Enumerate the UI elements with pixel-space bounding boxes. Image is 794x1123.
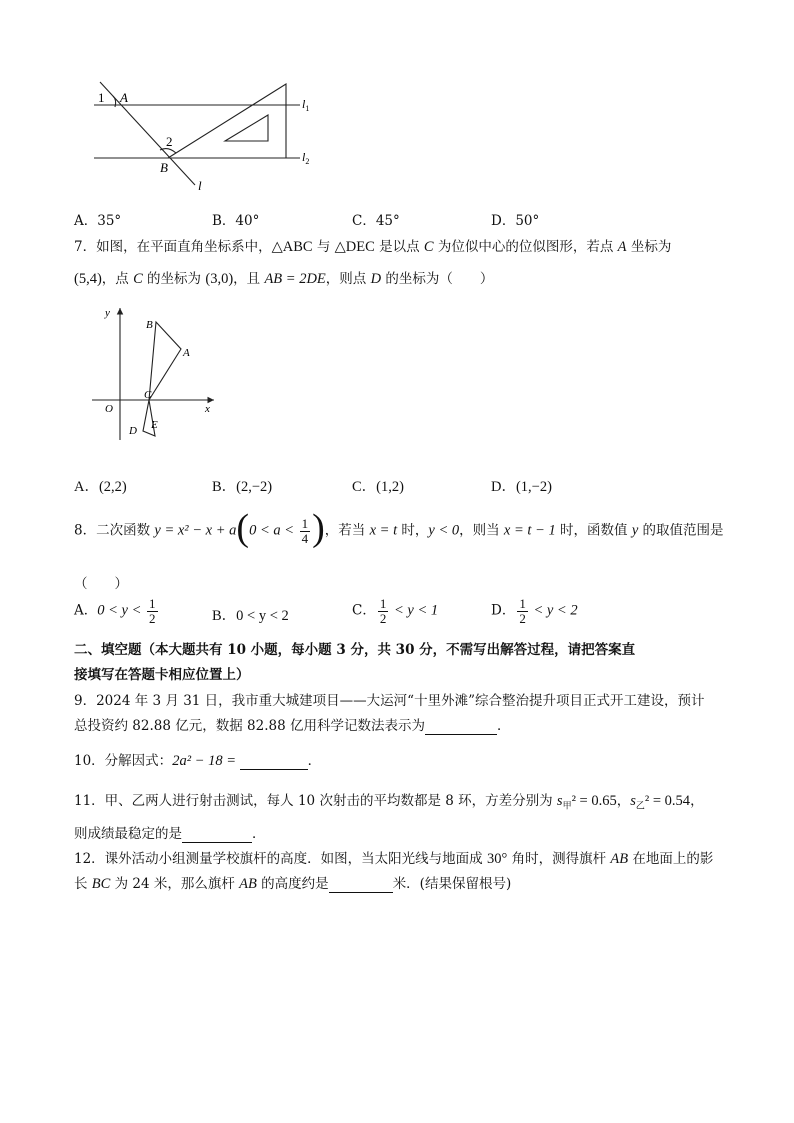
q8-answer-paren: （ ） — [74, 576, 128, 592]
fig2-label-A: A — [183, 347, 190, 359]
fig2-label-E: E — [151, 419, 158, 431]
q12-line-1: 12．课外活动小组测量学校旗杆的高度．如图，当太阳光线与地面成 30° 角时，测得旗杆 AB 在地面上的影 — [74, 851, 714, 867]
figure-coordinate-system — [88, 300, 228, 440]
q11-line-2: 则成绩最稳定的是 ． — [74, 826, 266, 842]
q7-line-2: (5,4)，点 C 的坐标为 (3,0)，且 AB = 2DE，则点 D 的坐标为（ ） — [74, 271, 494, 287]
q11-line-1: 11．甲、乙两人进行射击测试，每人 10 次射击的平均数都是 8 环，方差分别为 $s_甲^2 = 0.65$，$s_乙^2 = 0.54$， — [74, 793, 704, 812]
fig1-label-l: l — [198, 178, 202, 193]
section-2-heading-line-2: 接填写在答题卡相应位置上） — [74, 667, 250, 683]
fig1-label-l2: $l_2$ — [302, 150, 310, 166]
q6-option-b[interactable]: B．40° — [212, 213, 260, 229]
q7-option-a[interactable]: A．(2,2) — [74, 479, 127, 495]
q7-option-d[interactable]: D．(1,−2) — [491, 479, 552, 495]
fig1-label-l1: $l_1$ — [302, 97, 310, 113]
fig2-label-O: O — [105, 403, 113, 415]
q6-option-a[interactable]: A．35° — [74, 213, 122, 229]
q6-option-d[interactable]: D．50° — [491, 213, 540, 229]
q9-answer-blank[interactable] — [425, 718, 497, 735]
q8-option-c[interactable]: C． $\frac{1}{2}$ < y < 1 — [352, 596, 439, 626]
set-square-inner — [225, 115, 268, 141]
triangle-abc — [149, 322, 181, 400]
q8-line-1: 8．二次函数 y = x² − x + a(0 < a < $\frac{1}{4}$ )，若当 x = t 时，y < 0，则当 x = t − 1 时，函数值 y 的取值范围是 — [74, 507, 724, 549]
fig1-label-A: A — [120, 90, 128, 105]
q11-answer-blank[interactable] — [182, 826, 252, 843]
q7-line-1: 7．如图，在平面直角坐标系中，△ABC 与 △DEC 是以点 C 为位似中心的位似图形，若点 A 坐标为 — [74, 239, 672, 255]
q8-fraction: $\frac{1}{4}$ — [301, 515, 309, 546]
q7-option-b[interactable]: B．(2,−2) — [212, 479, 273, 495]
q7-option-c[interactable]: C．(1,2) — [352, 479, 404, 495]
fig1-label-B: B — [160, 160, 168, 175]
fig2-label-y: y — [105, 307, 110, 319]
fig2-label-x: x — [205, 403, 210, 415]
q6-option-c[interactable]: C．45° — [352, 213, 400, 229]
section-2-heading-line-1: 二、填空题（本大题共有 10 小题，每小题 3 分，共 30 分，不需写出解答过程，请把答案直 — [74, 642, 636, 658]
q8-option-a[interactable]: A．0 < y < $\frac{1}{2}$ — [74, 596, 156, 626]
fig2-label-D: D — [129, 425, 137, 437]
figure-parallel-lines-triangle — [90, 78, 330, 196]
q8-option-b[interactable]: B．0 < y < 2 — [212, 608, 289, 624]
q8-option-d[interactable]: D． $\frac{1}{2}$ < y < 2 — [491, 596, 578, 626]
fig1-label-1: 1 — [98, 90, 105, 105]
fig2-label-C: C — [144, 389, 152, 401]
angle-2-arc — [160, 149, 176, 153]
q10-answer-blank[interactable] — [240, 753, 308, 770]
q9-line-2: 总投资约 82.88 亿元，数据 82.88 亿用科学记数法表示为 ． — [74, 718, 511, 734]
fig2-label-B: B — [146, 319, 153, 331]
q12-answer-blank[interactable] — [329, 876, 393, 893]
q9-line-1: 9．2024 年 3 月 31 日，我市重大城建项目——大运河“十里外滩”综合整治提升项目正式开工建设，预计 — [74, 693, 705, 709]
q12-line-2: 长 BC 为 24 米，那么旗杆 AB 的高度约是 米．(结果保留根号) — [74, 876, 512, 892]
q10-line: 10．分解因式：2a² − 18 = ． — [74, 753, 322, 769]
fig1-label-2: 2 — [166, 134, 173, 149]
